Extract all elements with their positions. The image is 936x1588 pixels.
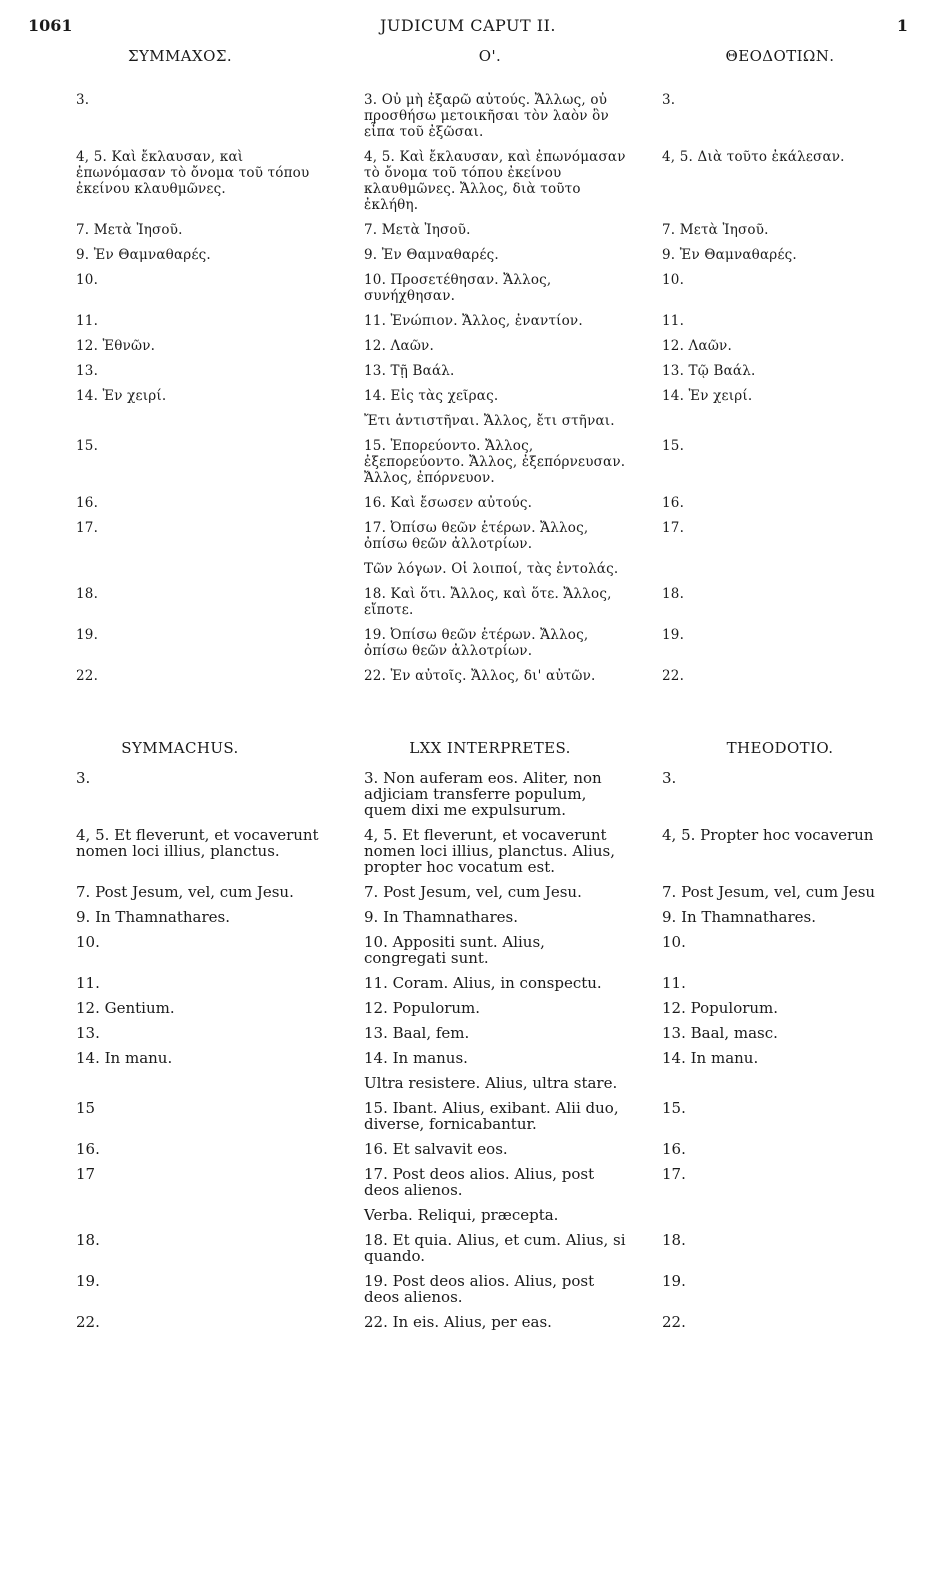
- greek-symmachus-entry: 4, 5. Καὶ ἔκλαυσαν, καὶ ἐπωνόμασαν τὸ ὄνομα τοῦ τόπου ἐκείνου κλαυθμῶνες.: [76, 149, 310, 197]
- greek-verse-row: [0, 586, 936, 618]
- latin-lxx-entry: 13. Baal, fem.: [364, 1024, 470, 1042]
- greek-verse-row: [0, 413, 936, 429]
- greek-theodotion-entry: 4, 5. Διὰ τοῦτο ἐκάλεσαν.: [662, 149, 845, 165]
- latin-theodotion-entry: 11.: [662, 975, 686, 991]
- latin-lxx-entry: 4, 5. Et fleverunt, et vocaverunt nomen loci illius, planctus. Alius, propter hoc vocatum est.: [364, 826, 615, 876]
- latin-theodotion-entry: 4, 5. Propter hoc vocaverun: [662, 827, 874, 843]
- greek-lxx-entry: Ἔτι ἀντιστῆναι. Ἄλλος, ἔτι στῆναι.: [364, 413, 615, 429]
- greek-symmachus-entry: 9. Ἐν Θαμναθαρές.: [76, 247, 211, 263]
- heading-lxx-greek: Ο'.: [478, 47, 502, 65]
- latin-lxx-entry: 14. In manus.: [364, 1049, 468, 1067]
- greek-verse-row: [0, 247, 936, 263]
- greek-theodotion-entry: 16.: [662, 495, 685, 511]
- latin-symmachus-entry: 13.: [76, 1024, 100, 1042]
- greek-lxx-entry: 17. Ὀπίσω θεῶν ἑτέρων. Ἄλλος, ὀπίσω θεῶν ἀλλοτρίων.: [364, 520, 589, 552]
- greek-verse-row: [0, 313, 936, 329]
- latin-theodotion-entry: 19.: [662, 1273, 686, 1289]
- latin-column-headings: [0, 740, 936, 762]
- greek-lxx-entry: 11. Ἐνώπιον. Ἄλλος, ἐναντίον.: [364, 313, 583, 329]
- greek-verse-row: [0, 149, 936, 213]
- greek-theodotion-entry: 11.: [662, 313, 685, 329]
- latin-verse-row: [0, 1207, 936, 1223]
- greek-verse-row: [0, 363, 936, 379]
- latin-lxx-entry: 18. Et quia. Alius, et cum. Alius, si quando.: [364, 1231, 626, 1265]
- latin-lxx-entry: 22. In eis. Alius, per eas.: [364, 1313, 552, 1331]
- latin-theodotion-entry: 7. Post Jesum, vel, cum Jesu: [662, 884, 876, 900]
- latin-lxx-entry: 11. Coram. Alius, in conspectu.: [364, 974, 602, 992]
- latin-theodotion-entry: 13. Baal, masc.: [662, 1025, 778, 1041]
- greek-verse-row: [0, 495, 936, 511]
- greek-theodotion-entry: 10.: [662, 272, 685, 288]
- greek-verse-row: [0, 222, 936, 238]
- latin-verse-row: [0, 884, 936, 900]
- greek-lxx-entry: 16. Καὶ ἔσωσεν αὐτούς.: [364, 495, 533, 511]
- greek-theodotion-entry: 9. Ἐν Θαμναθαρές.: [662, 247, 797, 263]
- latin-symmachus-entry: 3.: [76, 769, 91, 787]
- greek-lxx-entry: 9. Ἐν Θαμναθαρές.: [364, 247, 499, 263]
- latin-theodotion-entry: 12. Populorum.: [662, 1000, 779, 1016]
- latin-lxx-entry: 15. Ibant. Alius, exibant. Alii duo, diverse, fornicabantur.: [364, 1099, 619, 1133]
- latin-verse-row: [0, 1314, 936, 1330]
- latin-theodotion-entry: 3.: [662, 770, 677, 786]
- greek-lxx-entry: 10. Προσετέθησαν. Ἄλλος, συνήχθησαν.: [364, 272, 552, 304]
- greek-symmachus-entry: 13.: [76, 363, 99, 379]
- heading-theodotion-latin: THEODOTIO.: [726, 739, 834, 757]
- greek-theodotion-entry: 7. Μετὰ Ἰησοῦ.: [662, 222, 769, 238]
- greek-symmachus-entry: 19.: [76, 627, 99, 643]
- latin-lxx-entry: 10. Appositi sunt. Alius, congregati sunt.: [364, 933, 545, 967]
- latin-symmachus-entry: 16.: [76, 1140, 100, 1158]
- latin-verse-row: [0, 909, 936, 925]
- greek-verse-row: [0, 388, 936, 404]
- latin-symmachus-entry: 7. Post Jesum, vel, cum Jesu.: [76, 883, 294, 901]
- greek-lxx-entry: 19. Ὀπίσω θεῶν ἑτέρων. Ἄλλος, ὀπίσω θεῶν ἀλλοτρίων.: [364, 627, 589, 659]
- latin-lxx-entry: 19. Post deos alios. Alius, post deos alienos.: [364, 1272, 595, 1306]
- greek-symmachus-entry: 12. Ἐθνῶν.: [76, 338, 156, 354]
- latin-symmachus-entry: 15: [76, 1099, 96, 1117]
- greek-theodotion-entry: 18.: [662, 586, 685, 602]
- latin-verse-row: [0, 1100, 936, 1132]
- greek-symmachus-entry: 3.: [76, 92, 90, 108]
- greek-verse-row: [0, 627, 936, 659]
- greek-lxx-entry: 22. Ἐν αὐτοῖς. Ἄλλος, δι' αὐτῶν.: [364, 668, 596, 684]
- heading-symmachus-latin: SYMMACHUS.: [121, 739, 239, 757]
- latin-lxx-entry: Ultra resistere. Alius, ultra stare.: [364, 1074, 618, 1092]
- greek-theodotion-entry: 22.: [662, 668, 685, 684]
- greek-lxx-entry: 15. Ἐπορεύοντο. Ἄλλος, ἐξεπορεύοντο. Ἄλλος, ἐξεπόρνευσαν. Ἄλλος, ἐπόρνευον.: [364, 438, 626, 486]
- greek-lxx-entry: 3. Οὐ μὴ ἐξαρῶ αὐτούς. Ἄλλως, οὐ προσθήσω μετοικῆσαι τὸν λαὸν ὃν εἶπα τοῦ ἐξῶσαι.: [364, 92, 609, 140]
- greek-lxx-entry: 12. Λαῶν.: [364, 338, 434, 354]
- greek-theodotion-entry: 13. Τῷ Βαάλ.: [662, 363, 756, 379]
- latin-lxx-entry: Verba. Reliqui, præcepta.: [364, 1206, 559, 1224]
- latin-theodotion-entry: 17.: [662, 1166, 686, 1182]
- greek-lxx-entry: 7. Μετὰ Ἰησοῦ.: [364, 222, 471, 238]
- greek-theodotion-entry: 17.: [662, 520, 685, 536]
- latin-theodotion-entry: 10.: [662, 934, 686, 950]
- greek-symmachus-entry: 22.: [76, 668, 99, 684]
- greek-verse-row: [0, 338, 936, 354]
- greek-theodotion-entry: 15.: [662, 438, 685, 454]
- latin-symmachus-entry: 22.: [76, 1313, 100, 1331]
- latin-verse-row: [0, 1050, 936, 1066]
- latin-verse-row: [0, 1273, 936, 1305]
- greek-verse-row: [0, 438, 936, 486]
- latin-verse-row: [0, 1075, 936, 1091]
- latin-lxx-entry: 17. Post deos alios. Alius, post deos alienos.: [364, 1165, 595, 1199]
- latin-theodotion-entry: 16.: [662, 1141, 686, 1157]
- latin-verse-row: [0, 1166, 936, 1198]
- greek-symmachus-entry: 16.: [76, 495, 99, 511]
- running-header: [0, 18, 936, 42]
- greek-lxx-entry: Τῶν λόγων. Οἱ λοιποί, τὰς ἐντολάς.: [364, 561, 619, 577]
- latin-lxx-entry: 9. In Thamnathares.: [364, 908, 519, 926]
- latin-symmachus-entry: 19.: [76, 1272, 100, 1290]
- latin-symmachus-entry: 9. In Thamnathares.: [76, 908, 231, 926]
- greek-lxx-entry: 14. Εἰς τὰς χεῖρας.: [364, 388, 499, 404]
- greek-lxx-entry: 13. Τῇ Βαάλ.: [364, 363, 455, 379]
- greek-verse-row: [0, 561, 936, 577]
- greek-theodotion-entry: 12. Λαῶν.: [662, 338, 732, 354]
- page-number: 1061: [28, 16, 73, 35]
- latin-verse-row: [0, 934, 936, 966]
- greek-lxx-entry: 4, 5. Καὶ ἔκλαυσαν, καὶ ἐπωνόμασαν τὸ ὄνομα τοῦ τόπου ἐκείνου κλαυθμῶνες. Ἄλλος, διὰ τοῦτο ἐκλήθη.: [364, 149, 626, 213]
- greek-symmachus-entry: 18.: [76, 586, 99, 602]
- latin-symmachus-entry: 11.: [76, 974, 100, 992]
- latin-theodotion-entry: 14. In manu.: [662, 1050, 759, 1066]
- latin-symmachus-entry: 12. Gentium.: [76, 999, 175, 1017]
- greek-symmachus-entry: 11.: [76, 313, 99, 329]
- latin-theodotion-entry: 18.: [662, 1232, 686, 1248]
- latin-lxx-entry: 16. Et salvavit eos.: [364, 1140, 508, 1158]
- latin-lxx-entry: 12. Populorum.: [364, 999, 481, 1017]
- greek-lxx-entry: 18. Καὶ ὅτι. Ἄλλος, καὶ ὅτε. Ἄλλος, εἴποτε.: [364, 586, 612, 618]
- greek-columns: [0, 92, 936, 693]
- latin-verse-row: [0, 827, 936, 875]
- latin-columns: [0, 770, 936, 1339]
- latin-verse-row: [0, 1000, 936, 1016]
- latin-verse-row: [0, 1141, 936, 1157]
- greek-theodotion-entry: 14. Ἐν χειρί.: [662, 388, 753, 404]
- heading-symmachus-greek: ΣΥΜΜΑΧΟΣ.: [127, 47, 232, 65]
- latin-lxx-entry: 7. Post Jesum, vel, cum Jesu.: [364, 883, 582, 901]
- greek-verse-row: [0, 92, 936, 140]
- latin-verse-row: [0, 1232, 936, 1264]
- latin-symmachus-entry: 18.: [76, 1231, 100, 1249]
- greek-column-headings: [0, 48, 936, 70]
- latin-theodotion-entry: 15.: [662, 1100, 686, 1116]
- latin-symmachus-entry: 4, 5. Et fleverunt, et vocaverunt nomen loci illius, planctus.: [76, 826, 319, 860]
- latin-verse-row: [0, 770, 936, 818]
- signature-mark: 1: [896, 16, 908, 35]
- latin-theodotion-entry: 9. In Thamnathares.: [662, 909, 817, 925]
- heading-theodotion-greek: ΘΕΟΔΟΤΙΩΝ.: [725, 47, 835, 65]
- greek-verse-row: [0, 668, 936, 684]
- latin-symmachus-entry: 10.: [76, 933, 100, 951]
- latin-symmachus-entry: 17: [76, 1165, 96, 1183]
- latin-theodotion-entry: 22.: [662, 1314, 686, 1330]
- heading-lxx-latin: LXX INTERPRETES.: [409, 739, 571, 757]
- running-title: JUDICUM CAPUT II.: [380, 16, 556, 35]
- greek-verse-row: [0, 520, 936, 552]
- greek-symmachus-entry: 10.: [76, 272, 99, 288]
- latin-verse-row: [0, 975, 936, 991]
- greek-theodotion-entry: 19.: [662, 627, 685, 643]
- greek-theodotion-entry: 3.: [662, 92, 676, 108]
- latin-lxx-entry: 3. Non auferam eos. Aliter, non adjiciam transferre populum, quem dixi me expulsurum.: [364, 769, 602, 819]
- greek-symmachus-entry: 14. Ἐν χειρί.: [76, 388, 167, 404]
- greek-verse-row: [0, 272, 936, 304]
- latin-symmachus-entry: 14. In manu.: [76, 1049, 173, 1067]
- greek-symmachus-entry: 15.: [76, 438, 99, 454]
- greek-symmachus-entry: 7. Μετὰ Ἰησοῦ.: [76, 222, 183, 238]
- latin-verse-row: [0, 1025, 936, 1041]
- greek-symmachus-entry: 17.: [76, 520, 99, 536]
